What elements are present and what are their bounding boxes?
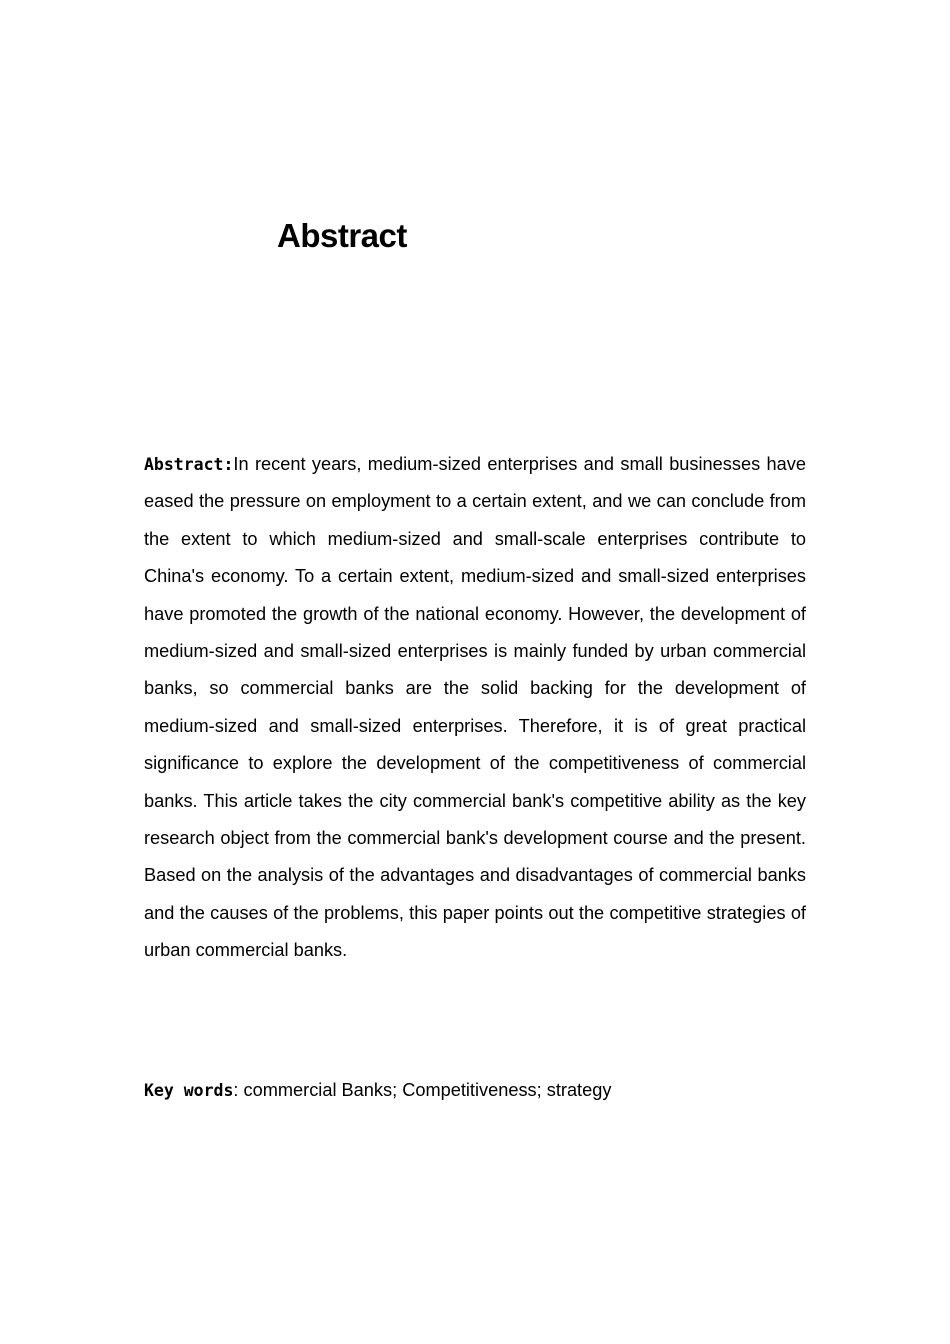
- keywords-label: Key words: [144, 1081, 234, 1100]
- page-title: Abstract: [277, 217, 407, 254]
- abstract-text: In recent years, medium-sized enterprises and small businesses have eased the pressure on employment to a certain extent, and we can conclude from the extent to which medium-sized and small-scale enterprises contribute to China's economy. To a certain extent, medium-sized and small-sized enterprises have promoted the growth of the national economy. However, the development of medium-sized and small-sized enterprises is mainly funded by urban commercial banks, so commercial banks are the solid backing for the development of medium-sized and small-sized enterprises. Therefore, it is of great practical significance to explore the development of the competitiveness of commercial banks. This article takes the city commercial bank's competitive ability as the key research object from the commercial bank's development course and the present. Based on the analysis of the advantages and disadvantages of commercial banks and the causes of the problems, this paper points out the competitive strategies of urban commercial banks.: [144, 454, 806, 961]
- abstract-label: Abstract:: [144, 455, 234, 474]
- keywords-line: [144, 1072, 806, 1109]
- abstract-paragraph: [144, 446, 806, 970]
- keywords-text: : commercial Banks; Competitiveness; strategy: [233, 1080, 612, 1100]
